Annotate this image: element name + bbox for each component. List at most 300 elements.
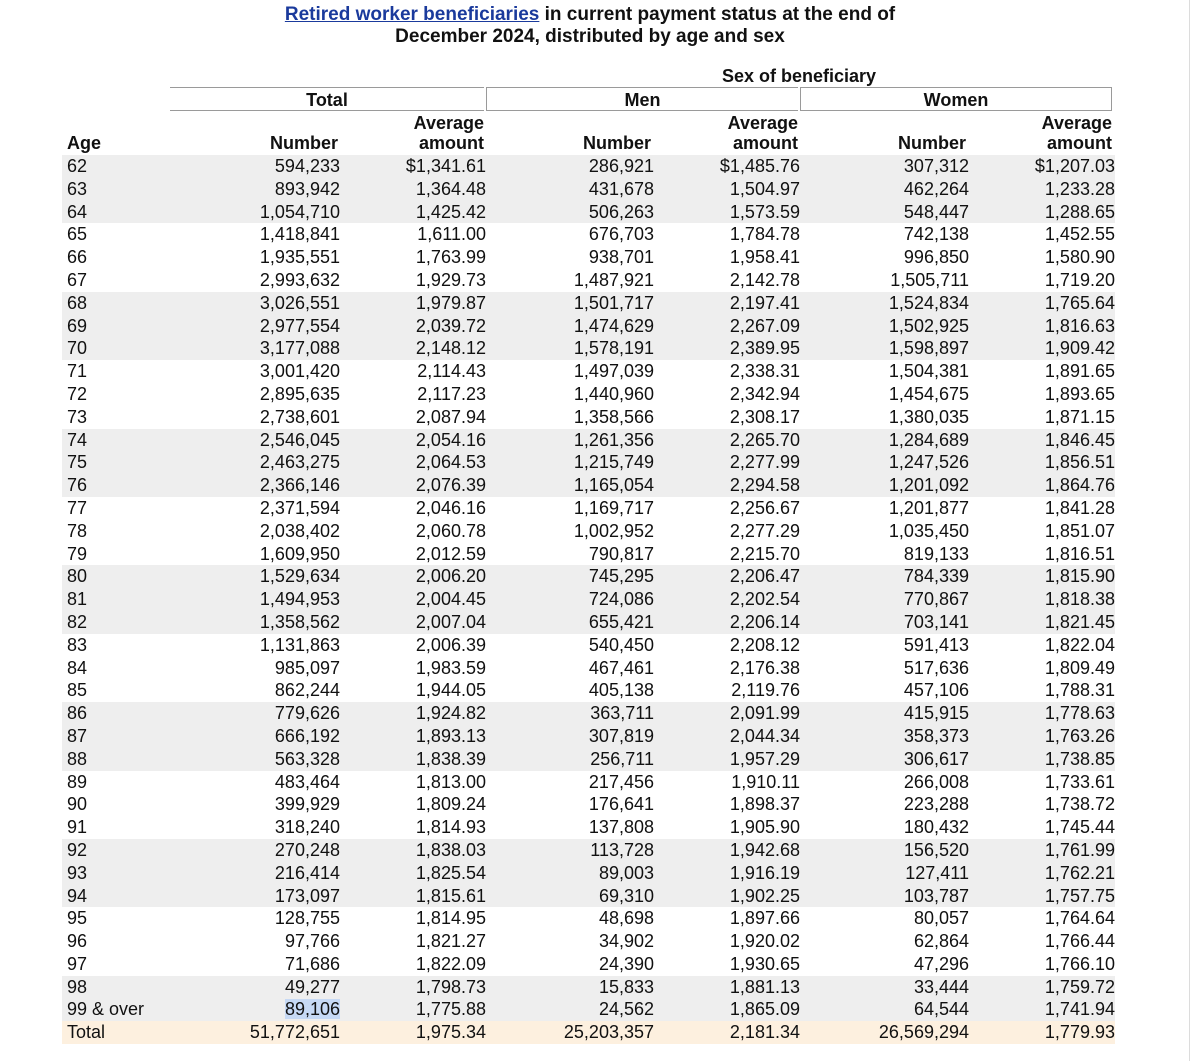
table-row [62,793,1115,816]
age-cell: 92 [62,839,167,862]
men-average-amount-cell: 2,342.94 [729,383,800,404]
total-number-cell: 779,626 [167,702,340,725]
table-row [62,429,1115,452]
age-cell: 85 [67,680,88,701]
table-row [62,223,1115,246]
women-average-amount-cell: 1,759.72 [969,976,1115,999]
table-row [62,953,1115,976]
age-cell: 63 [62,178,167,201]
table-row [62,657,1115,680]
table-row [62,816,1115,839]
total-average-amount-cell: 1,983.59 [415,657,486,678]
men-number-cell: 69,310 [486,885,654,908]
total-number-cell: 216,414 [167,862,340,885]
age-cell: 65 [67,224,88,245]
women-number-cell: 1,247,526 [800,451,969,474]
total-number-cell: 1,529,634 [167,565,340,588]
women-average-amount-cell: 1,763.26 [969,725,1115,748]
table-row [62,337,1115,360]
total-average-amount-cell: 1,979.87 [340,292,486,315]
age-cell: 73 [67,406,88,427]
total-average-amount-cell: 2,046.16 [415,497,486,518]
age-cell: 64 [62,201,167,224]
women-average-amount-cell: 1,864.76 [969,474,1115,497]
table-row [62,976,1115,999]
men-average-amount-cell: 2,277.99 [654,451,800,474]
table-row [62,201,1115,224]
men-number-cell: 25,203,357 [486,1021,654,1044]
women-number-cell: 156,520 [800,839,969,862]
total-number-cell: 2,895,635 [259,383,340,404]
women-average-amount-cell: 1,846.45 [969,429,1115,452]
table-row [62,406,1115,429]
sex-of-beneficiary-header: Sex of beneficiary [721,66,877,86]
age-cell: 70 [62,337,167,360]
total-average-amount-cell: 2,006.39 [415,634,486,655]
total-average-amount-cell: 1,822.09 [415,953,486,974]
women-average-amount-cell: 1,818.38 [969,588,1115,611]
women-number-cell: 1,201,877 [888,497,969,518]
men-number-cell: 1,474,629 [486,315,654,338]
women-average-amount-cell: 1,757.75 [969,885,1115,908]
table-row [62,383,1115,406]
total-number-cell: 666,192 [167,725,340,748]
men-average-amount-cell: 1,897.66 [729,908,800,929]
women-average-amount-cell: 1,816.51 [1044,543,1115,564]
men-average-amount-cell: 1,881.13 [654,976,800,999]
total-number-cell: 1,131,863 [259,634,340,655]
women-number-cell: 742,138 [903,224,969,245]
total-number-cell: 594,233 [167,155,340,178]
women-group-header: Women [800,87,1112,111]
men-number-cell: 24,390 [598,953,654,974]
total-number-cell: 3,026,551 [167,292,340,315]
women-average-amount-cell: 1,764.64 [1044,908,1115,929]
total-number-cell: 399,929 [274,794,340,815]
total-average-amount-cell: 2,039.72 [340,315,486,338]
age-cell: 66 [67,247,88,268]
total-average-amount-cell: 2,064.53 [340,451,486,474]
men-average-amount-cell: 2,044.34 [654,725,800,748]
table-row [62,292,1115,315]
total-number-cell: 128,755 [274,908,340,929]
age-cell: 69 [62,315,167,338]
women-average-amount-cell: 1,788.31 [1044,680,1115,701]
men-number-cell: 34,902 [598,931,654,952]
women-number-cell: 819,133 [903,543,969,564]
women-number-cell: 1,524,834 [800,292,969,315]
men-average-amount-cell: 2,119.76 [731,680,800,701]
women-number-cell: 770,867 [800,588,969,611]
total-number-cell: 985,097 [274,657,340,678]
men-number-cell: 676,703 [588,224,654,245]
men-number-cell: 431,678 [486,178,654,201]
total-number-cell [167,998,340,1021]
men-number-cell: 1,002,952 [573,520,654,541]
men-average-amount-cell: 2,308.17 [729,406,800,427]
women-average-amount-cell: 1,733.61 [1044,771,1115,792]
men-number-cell: 363,711 [486,702,654,725]
total-average-amount-cell: 2,007.04 [340,611,486,634]
total-number-cell: 270,248 [167,839,340,862]
total-group-header: Total [170,87,484,111]
men-number-cell: 1,440,960 [573,383,654,404]
total-number-cell: 2,463,275 [167,451,340,474]
men-average-amount-cell: 2,206.14 [654,611,800,634]
table-row [62,588,1115,611]
total-average-amount-cell: 1,364.48 [340,178,486,201]
men-average-amount-cell: 1,958.41 [729,247,800,268]
men-average-amount-cell: 2,294.58 [654,474,800,497]
total-average-amount-cell: 1,798.73 [340,976,486,999]
caption-line1-text: in current payment status at the end of [539,4,896,25]
men-average-amount-cell: 2,256.67 [729,497,800,518]
total-average-amount-cell: 1,814.95 [415,908,486,929]
men-number-cell: 405,138 [588,680,654,701]
age-cell: 97 [67,953,88,974]
age-cell: 62 [62,155,167,178]
total-average-amount-cell: 1,813.00 [415,771,486,792]
total-number-cell: 49,277 [167,976,340,999]
table-row [62,178,1115,201]
age-cell: Total [62,1021,167,1044]
men-average-amount-cell: 2,208.12 [729,634,800,655]
women-average-amount-cell: 1,765.64 [969,292,1115,315]
total-average-amount-cell: 2,054.16 [340,429,486,452]
total-number-cell: 2,738,601 [259,406,340,427]
women-average-amount-cell: 1,452.55 [1044,224,1115,245]
women-number-cell: 1,201,092 [800,474,969,497]
total-number-cell: 1,494,953 [167,588,340,611]
men-average-amount-cell: 1,916.19 [654,862,800,885]
women-number-cell: 306,617 [800,748,969,771]
table-row [62,885,1115,908]
men-average-amount-cell: 1,573.59 [654,201,800,224]
women-number-header: Number [897,133,966,153]
total-number-cell: 483,464 [274,771,340,792]
women-number-cell: 180,432 [903,817,969,838]
total-number-cell: 563,328 [167,748,340,771]
age-cell: 90 [67,794,88,815]
age-cell: 82 [62,611,167,634]
total-number-cell: 2,993,632 [259,269,340,290]
women-number-cell: 80,057 [913,908,969,929]
total-number-cell: 862,244 [274,680,340,701]
table-row [62,998,1115,1021]
age-cell: 76 [62,474,167,497]
men-average-amount-cell: 2,267.09 [654,315,800,338]
age-cell: 98 [62,976,167,999]
total-row [62,1021,1115,1044]
women-average-amount-cell: 1,871.15 [1044,406,1115,427]
men-number-cell: 1,487,921 [573,269,654,290]
women-number-cell: 307,312 [800,155,969,178]
men-average-amount-cell: 2,265.70 [654,429,800,452]
women-average-amount-cell: $1,207.03 [969,155,1115,178]
men-number-cell: 15,833 [486,976,654,999]
header-amount-text: amount [1047,133,1112,153]
men-number-cell: 176,641 [588,794,654,815]
women-number-cell: 26,569,294 [800,1021,969,1044]
women-average-amount-cell: 1,762.21 [969,862,1115,885]
age-cell: 95 [67,908,88,929]
women-number-cell: 784,339 [800,565,969,588]
total-average-amount-cell: 2,006.20 [340,565,486,588]
total-number-cell: 1,935,551 [259,247,340,268]
women-average-amount-cell: 1,778.63 [969,702,1115,725]
women-number-cell: 33,444 [800,976,969,999]
men-number-cell: 286,921 [486,155,654,178]
total-number-cell: 51,772,651 [167,1021,340,1044]
women-number-cell: 358,373 [800,725,969,748]
table-row [62,451,1115,474]
men-average-amount-cell: 1,910.11 [731,771,800,792]
total-average-amount-cell: 1,975.34 [340,1021,486,1044]
header-average-text: Average [413,113,484,133]
age-cell: 87 [62,725,167,748]
total-number-cell: 2,546,045 [167,429,340,452]
men-number-cell: 467,461 [588,657,654,678]
total-average-amount-cell: 1,815.61 [340,885,486,908]
total-number-header: Number [269,133,338,153]
total-average-amount-cell: 1,821.27 [415,931,486,952]
women-number-cell: 223,288 [903,794,969,815]
total-average-amount-cell: 1,763.99 [415,247,486,268]
men-average-amount-cell: 1,930.65 [729,953,800,974]
men-number-cell: 1,501,717 [486,292,654,315]
total-average-amount-cell: 2,012.59 [415,543,486,564]
total-average-amount-cell: 1,944.05 [415,680,486,701]
total-number-cell: 3,001,420 [259,361,340,382]
men-average-amount-cell: 2,176.38 [729,657,800,678]
men-average-amount-cell: 2,091.99 [654,702,800,725]
age-cell: 77 [67,497,88,518]
header-average-text: Average [1041,113,1112,133]
men-number-cell: 745,295 [486,565,654,588]
men-average-amount-cell: 1,902.25 [654,885,800,908]
table-row [62,269,1115,292]
women-average-amount-cell: 1,741.94 [969,998,1115,1021]
women-number-cell: 47,296 [913,953,969,974]
women-number-cell: 1,454,675 [888,383,969,404]
women-average-amount-cell: 1,761.99 [969,839,1115,862]
total-number-cell: 2,977,554 [167,315,340,338]
total-number-cell: 71,686 [284,953,340,974]
men-average-amount-header [652,113,798,153]
women-number-cell: 103,787 [800,885,969,908]
women-average-amount-cell: 1,815.90 [969,565,1115,588]
men-average-amount-cell: 1,504.97 [654,178,800,201]
women-average-amount-cell: 1,851.07 [1044,520,1115,541]
men-number-cell: 1,358,566 [573,406,654,427]
page-edge [1189,0,1190,1061]
total-average-amount-header [340,113,484,153]
women-average-amount-cell: 1,719.20 [1044,269,1115,290]
table-row [62,360,1115,383]
women-number-cell: 415,915 [800,702,969,725]
table-row [62,839,1115,862]
age-cell: 78 [67,520,88,541]
women-number-cell: 996,850 [903,247,969,268]
men-average-amount-cell: 2,142.78 [729,269,800,290]
table-row [62,862,1115,885]
men-average-amount-cell: 2,215.70 [729,543,800,564]
total-average-amount-cell: 1,893.13 [340,725,486,748]
women-number-cell: 457,106 [903,680,969,701]
table-row [62,907,1115,930]
women-number-cell: 127,411 [800,862,969,885]
men-average-amount-cell: 1,957.29 [654,748,800,771]
total-number-cell: 173,097 [167,885,340,908]
total-average-amount-cell: 2,148.12 [340,337,486,360]
men-number-cell: 137,808 [588,817,654,838]
selected-text[interactable]: 89,106 [284,999,340,1020]
age-column-header: Age [67,133,102,153]
total-average-amount-cell: 1,924.82 [340,702,486,725]
age-cell: 89 [67,771,88,792]
men-number-cell: 1,578,191 [486,337,654,360]
women-average-amount-cell: 1,856.51 [969,451,1115,474]
total-average-amount-cell: 2,060.78 [415,520,486,541]
age-cell: 83 [67,634,88,655]
total-number-cell: 1,418,841 [259,224,340,245]
total-average-amount-cell: 1,838.03 [340,839,486,862]
total-number-cell: 2,038,402 [259,520,340,541]
table-row [62,679,1115,702]
men-average-amount-cell: 2,338.31 [729,361,800,382]
header-average-text: Average [727,113,798,133]
men-number-cell: 48,698 [598,908,654,929]
men-average-amount-cell: 2,181.34 [654,1021,800,1044]
women-number-cell: 703,141 [800,611,969,634]
men-number-cell: 1,261,356 [486,429,654,452]
age-cell: 80 [62,565,167,588]
total-average-amount-cell: 1,814.93 [415,817,486,838]
women-number-cell: 62,864 [913,931,969,952]
women-average-amount-cell: 1,809.49 [1044,657,1115,678]
women-number-cell: 1,502,925 [800,315,969,338]
age-cell: 86 [62,702,167,725]
table-row [62,930,1115,953]
table-row [62,315,1115,338]
retired-worker-beneficiaries-link[interactable]: Retired worker beneficiaries [284,4,540,25]
men-number-cell: 655,421 [486,611,654,634]
table-row [62,634,1115,657]
table-row [62,520,1115,543]
men-average-amount-cell: 1,905.90 [729,817,800,838]
women-average-amount-cell: 1,766.10 [1044,953,1115,974]
total-average-amount-cell: 1,838.39 [340,748,486,771]
age-cell: 68 [62,292,167,315]
total-average-amount-cell: 1,611.00 [417,224,486,245]
total-average-amount-cell: 1,775.88 [340,998,486,1021]
total-number-cell: 3,177,088 [167,337,340,360]
women-average-amount-cell: 1,738.72 [1044,794,1115,815]
women-number-cell: 1,598,897 [800,337,969,360]
men-average-amount-cell: 2,277.29 [729,520,800,541]
table-row [62,246,1115,269]
women-average-amount-cell: 1,745.44 [1044,817,1115,838]
men-average-amount-cell: 2,202.54 [654,588,800,611]
men-average-amount-cell: 2,389.95 [654,337,800,360]
men-number-cell: 307,819 [486,725,654,748]
women-average-amount-cell: 1,233.28 [969,178,1115,201]
total-average-amount-cell: 1,825.54 [340,862,486,885]
women-average-amount-header [966,113,1112,153]
men-number-cell: 1,165,054 [486,474,654,497]
age-cell: 72 [67,383,88,404]
men-average-amount-cell: 1,942.68 [654,839,800,862]
women-average-amount-cell: 1,822.04 [1044,634,1115,655]
total-average-amount-cell: 1,425.42 [340,201,486,224]
total-number-cell: 2,371,594 [259,497,340,518]
age-cell: 67 [67,269,88,290]
age-cell: 79 [67,543,88,564]
women-average-amount-cell: 1,893.65 [1044,383,1115,404]
age-cell: 84 [67,657,88,678]
women-average-amount-cell: 1,779.93 [969,1021,1115,1044]
total-number-cell: 893,942 [167,178,340,201]
women-number-cell: 517,636 [903,657,969,678]
men-average-amount-cell: 1,920.02 [729,931,800,952]
men-average-amount-cell: 1,865.09 [654,998,800,1021]
table-row [62,725,1115,748]
header-amount-text: amount [733,133,798,153]
women-average-amount-cell: 1,841.28 [1044,497,1115,518]
age-cell: 71 [67,361,88,382]
total-average-amount-cell: 2,117.23 [417,383,486,404]
total-number-cell: 1,054,710 [167,201,340,224]
women-number-cell: 1,505,711 [890,269,969,290]
total-average-amount-cell: $1,341.61 [340,155,486,178]
age-cell: 75 [62,451,167,474]
table-row [62,543,1115,566]
men-number-cell: 1,215,749 [486,451,654,474]
women-average-amount-cell: 1,909.42 [969,337,1115,360]
men-number-cell: 938,701 [588,247,654,268]
table-row [62,611,1115,634]
men-number-cell: 89,003 [486,862,654,885]
age-cell: 93 [62,862,167,885]
table-row [62,497,1115,520]
men-average-amount-cell: $1,485.76 [654,155,800,178]
men-number-cell: 113,728 [486,839,654,862]
women-average-amount-cell: 1,580.90 [1044,247,1115,268]
total-average-amount-cell: 1,929.73 [415,269,486,290]
men-number-header: Number [582,133,651,153]
men-number-cell: 724,086 [486,588,654,611]
women-number-cell: 1,504,381 [888,361,969,382]
women-average-amount-cell: 1,821.45 [969,611,1115,634]
total-average-amount-cell: 1,809.24 [415,794,486,815]
total-number-cell: 1,358,562 [167,611,340,634]
table-row [62,702,1115,725]
men-number-cell: 1,169,717 [573,497,654,518]
men-number-cell: 217,456 [588,771,654,792]
men-number-cell: 506,263 [486,201,654,224]
men-average-amount-cell: 2,206.47 [654,565,800,588]
men-average-amount-cell: 1,898.37 [729,794,800,815]
women-average-amount-cell: 1,288.65 [969,201,1115,224]
age-cell: 91 [67,817,88,838]
men-number-cell: 790,817 [588,543,654,564]
table-caption [0,4,1180,48]
age-cell: 99 & over [62,998,167,1021]
men-group-header: Men [486,87,798,111]
table-row [62,748,1115,771]
women-number-cell: 266,008 [903,771,969,792]
age-cell: 94 [62,885,167,908]
